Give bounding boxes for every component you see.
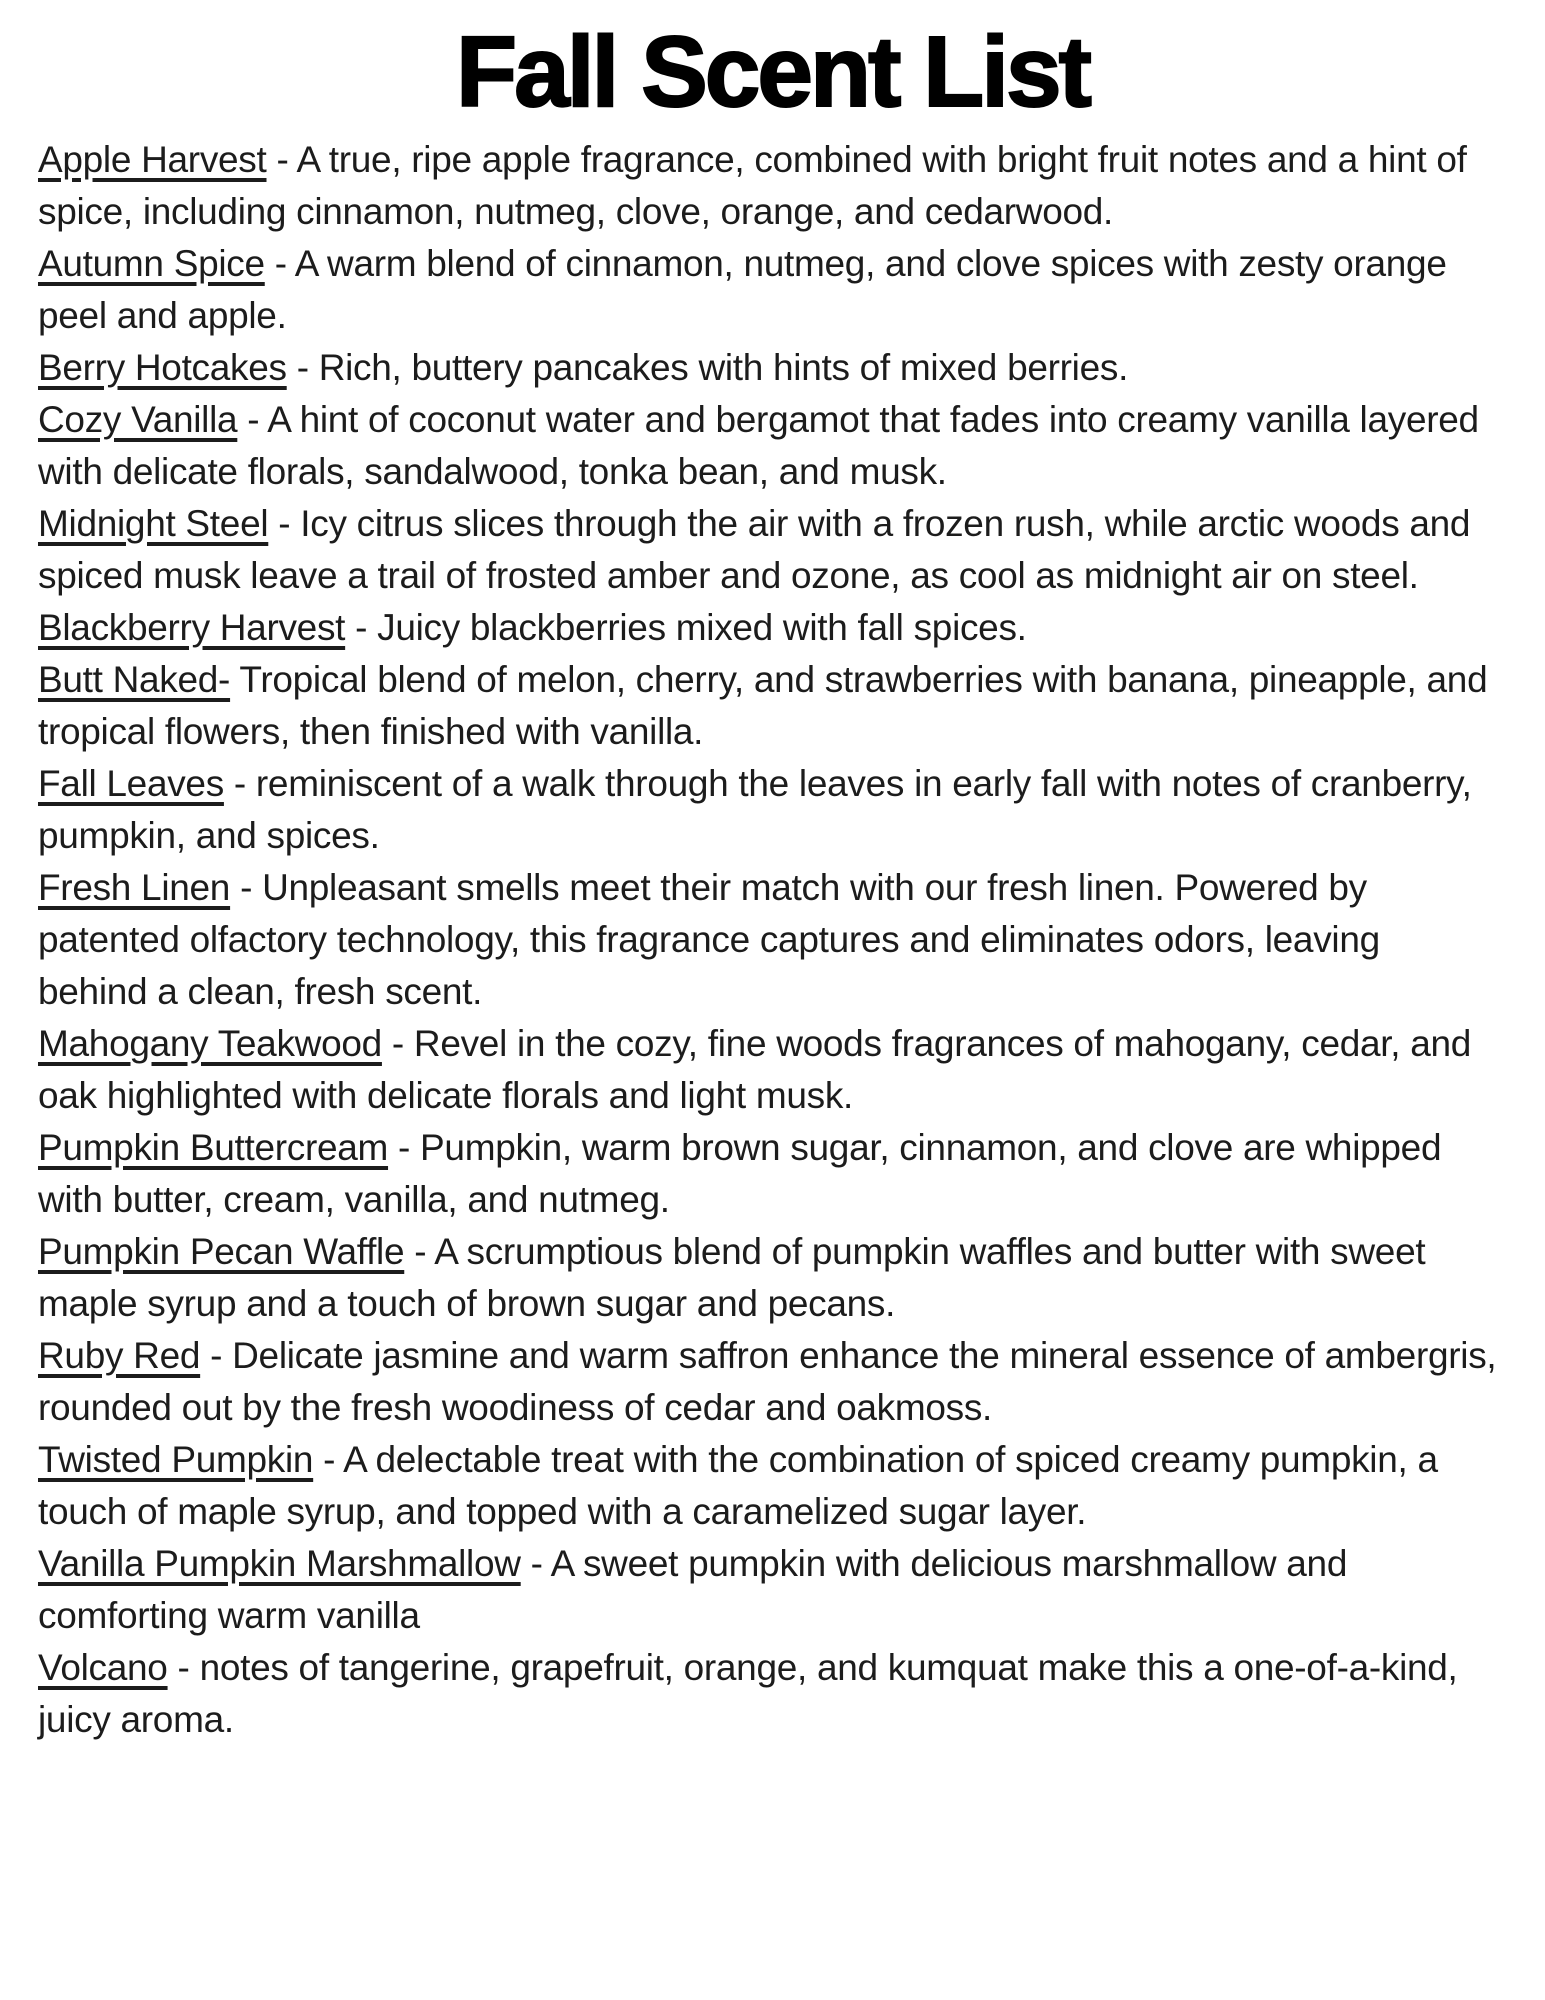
scent-name: Berry Hotcakes: [38, 347, 287, 388]
scent-name: Butt Naked-: [38, 659, 231, 700]
scent-description: Rich, buttery pancakes with hints of mixed berries.: [318, 347, 1129, 388]
scent-description: A hint of coconut water and bergamot that fades into creamy vanilla layered with delicate florals, sandalwood, tonka bean, and musk.: [38, 399, 1479, 492]
scent-name: Cozy Vanilla: [38, 399, 238, 440]
scent-entry: [38, 1538, 1497, 1642]
scent-entry: [38, 134, 1497, 238]
scent-name: Mahogany Teakwood: [38, 1023, 382, 1064]
scent-description: A sweet pumpkin with delicious marshmallow and comforting warm vanilla: [38, 1543, 1348, 1636]
scent-entry: [38, 394, 1497, 498]
scent-name: Volcano: [38, 1647, 168, 1688]
scent-entry: [38, 654, 1497, 758]
scent-entry: [38, 1642, 1497, 1746]
scent-entry: [38, 1330, 1497, 1434]
scent-entry: [38, 342, 1497, 394]
scent-entry: [38, 602, 1497, 654]
scent-name: Autumn Spice: [38, 243, 265, 284]
scent-description: Revel in the cozy, fine woods fragrances of mahogany, cedar, and oak highlighted with delicate florals and light musk.: [38, 1023, 1472, 1116]
scent-separator: -: [200, 1335, 233, 1376]
scent-entry: [38, 1226, 1497, 1330]
scent-description: A true, ripe apple fragrance, combined with bright fruit notes and a hint of spice, including cinnamon, nutmeg, clove, orange, and cedarwood.: [38, 139, 1467, 232]
page-title: Fall Scent List: [456, 16, 1089, 128]
scent-separator: -: [223, 763, 256, 804]
scent-separator: [230, 659, 239, 700]
scent-separator: -: [404, 1231, 435, 1272]
scent-name: Twisted Pumpkin: [38, 1439, 314, 1480]
scent-name: Midnight Steel: [38, 503, 269, 544]
scent-name: Pumpkin Buttercream: [38, 1127, 389, 1168]
scent-description: Icy citrus slices through the air with a frozen rush, while arctic woods and spiced musk leave a trail of frosted amber and ozone, as cool as midnight air on steel.: [38, 503, 1471, 596]
scent-list: [0, 126, 1545, 1746]
scent-description: notes of tangerine, grapefruit, orange, and kumquat make this a one-of-a-kind, juicy aroma.: [38, 1647, 1458, 1740]
scent-separator: -: [237, 399, 268, 440]
scent-name: Blackberry Harvest: [38, 607, 346, 648]
scent-entry: [38, 238, 1497, 342]
scent-name: Ruby Red: [38, 1335, 201, 1376]
scent-separator: -: [286, 347, 319, 388]
scent-entry: [38, 1122, 1497, 1226]
scent-entry: [38, 1018, 1497, 1122]
scent-separator: -: [167, 1647, 200, 1688]
scent-entry: [38, 498, 1497, 602]
scent-description: Unpleasant smells meet their match with our fresh linen. Powered by patented olfactory technology, this fragrance captures and eliminates odors, leaving behind a clean, fresh scent.: [38, 867, 1380, 1012]
scent-separator: -: [266, 139, 297, 180]
scent-separator: -: [313, 1439, 344, 1480]
scent-entry: [38, 758, 1497, 862]
scent-separator: -: [520, 1543, 551, 1584]
scent-name: Fall Leaves: [38, 763, 224, 804]
scent-separator: -: [230, 867, 263, 908]
scent-separator: -: [268, 503, 301, 544]
scent-entry: [38, 862, 1497, 1018]
scent-name: Apple Harvest: [38, 139, 267, 180]
scent-description: A warm blend of cinnamon, nutmeg, and clove spices with zesty orange peel and apple.: [38, 243, 1447, 336]
scent-description: A scrumptious blend of pumpkin waffles and butter with sweet maple syrup and a touch of brown sugar and pecans.: [38, 1231, 1426, 1324]
scent-name: Pumpkin Pecan Waffle: [38, 1231, 405, 1272]
scent-name: Vanilla Pumpkin Marshmallow: [38, 1543, 521, 1584]
scent-separator: -: [264, 243, 295, 284]
scent-description: Juicy blackberries mixed with fall spices.: [377, 607, 1027, 648]
scent-description: A delectable treat with the combination of spiced creamy pumpkin, a touch of maple syrup, and topped with a caramelized sugar layer.: [38, 1439, 1438, 1532]
scent-separator: -: [345, 607, 378, 648]
scent-description: Tropical blend of melon, cherry, and strawberries with banana, pineapple, and tropical flowers, then finished with vanilla.: [38, 659, 1488, 752]
scent-separator: -: [388, 1127, 421, 1168]
scent-description: reminiscent of a walk through the leaves in early fall with notes of cranberry, pumpkin, and spices.: [38, 763, 1472, 856]
scent-entry: [38, 1434, 1497, 1538]
scent-name: Fresh Linen: [38, 867, 231, 908]
scent-separator: -: [381, 1023, 414, 1064]
scent-description: Pumpkin, warm brown sugar, cinnamon, and clove are whipped with butter, cream, vanilla, and nutmeg.: [38, 1127, 1442, 1220]
scent-description: Delicate jasmine and warm saffron enhance the mineral essence of ambergris, rounded out by the fresh woodiness of cedar and oakmoss.: [38, 1335, 1497, 1428]
